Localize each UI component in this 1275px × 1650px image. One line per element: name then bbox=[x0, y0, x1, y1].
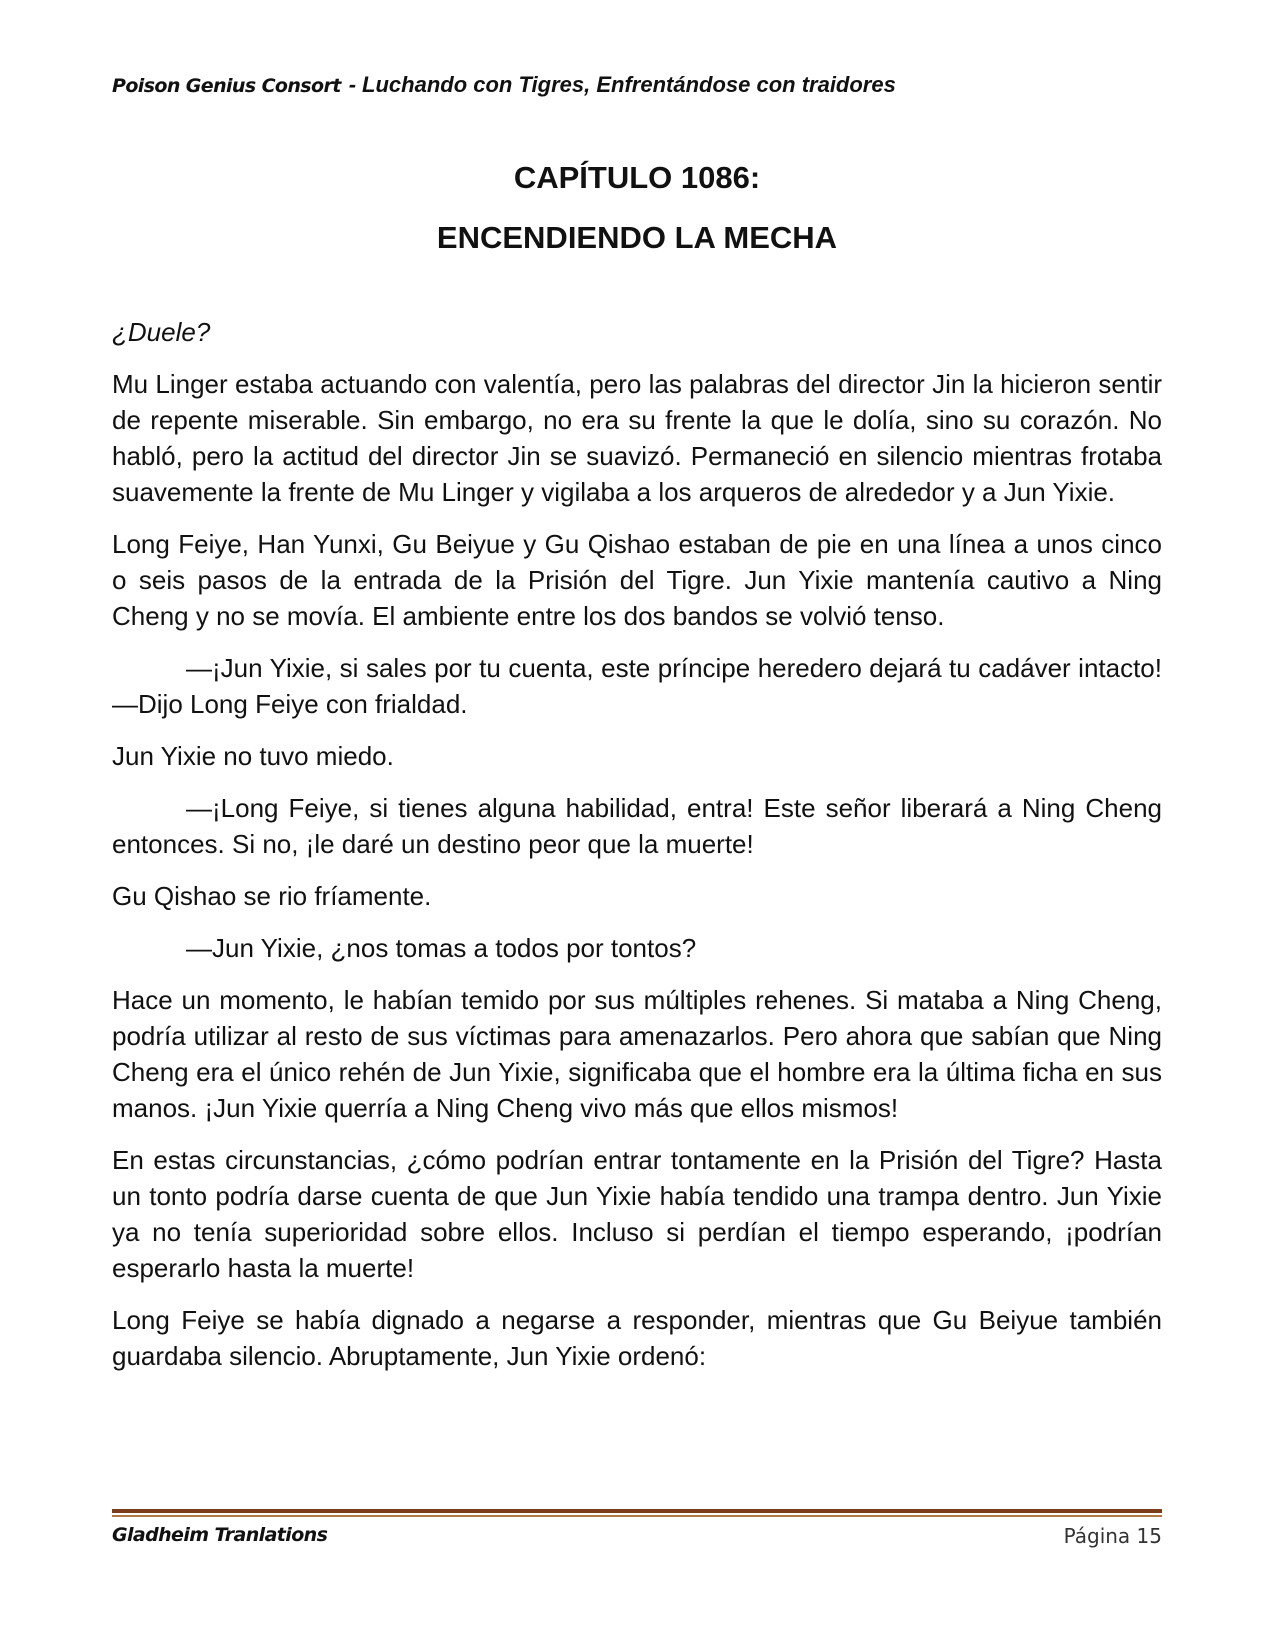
footer-divider bbox=[112, 1509, 1162, 1519]
paragraph: Jun Yixie no tuvo miedo. bbox=[112, 741, 394, 771]
document-page bbox=[112, 0, 1162, 1650]
running-header bbox=[112, 72, 896, 98]
dialogue-paragraph: —¡Jun Yixie, si sales por tu cuenta, este príncipe heredero dejará tu cadáver intacto! —Dijo Long Feiye con frialdad. bbox=[112, 653, 1162, 719]
chapter-heading bbox=[112, 148, 1162, 268]
paragraph: En estas circunstancias, ¿cómo podrían entrar tontamente en la Prisión del Tigre? Hasta un tonto podría darse cuenta de que Jun Yixie había tendido una trampa dentro. Jun Yixie ya no tenía superioridad sobre ellos. Incluso si perdían el tiempo esperando, ¡podrían esperarlo hasta la muerte! bbox=[112, 1145, 1162, 1283]
paragraph: Long Feiye, Han Yunxi, Gu Beiyue y Gu Qishao estaban de pie en una línea a unos cinco o seis pasos de la entrada de la Prisión del Tigre. Jun Yixie mantenía cautivo a Ning Cheng y no se movía. El ambiente entre los dos bandos se volvió tenso. bbox=[112, 529, 1162, 631]
header-separator: - bbox=[348, 72, 357, 97]
paragraph: Hace un momento, le habían temido por sus múltiples rehenes. Si mataba a Ning Cheng, podría utilizar al resto de sus víctimas para amenazarlos. Pero ahora que sabían que Ning Cheng era el único rehén de Jun Yixie, significaba que el hombre era la última ficha en sus manos. ¡Jun Yixie querría a Ning Cheng vivo más que ellos mismos! bbox=[112, 985, 1162, 1123]
paragraph: Mu Linger estaba actuando con valentía, pero las palabras del director Jin la hicieron sentir de repente miserable. Sin embargo, no era su frente la que le dolía, sino su corazón. No habló, pero la actitud del director Jin se suavizó. Permaneció en silencio mientras frotaba suavemente la frente de Mu Linger y vigilaba a los arqueros de alrededor y a Jun Yixie. bbox=[112, 369, 1162, 507]
paragraph: ¿Duele? bbox=[112, 317, 211, 347]
chapter-number: CAPÍTULO 1086: bbox=[513, 160, 761, 195]
header-subtitle: Luchando con Tigres, Enfrentándose con traidores bbox=[362, 72, 896, 97]
chapter-title: ENCENDIENDO LA MECHA bbox=[436, 220, 838, 255]
header-series-title: Poison Genius Consort bbox=[112, 75, 341, 97]
footer-divider-thick bbox=[112, 1509, 1162, 1513]
footer-divider-thin bbox=[112, 1515, 1162, 1517]
page-number: Página 15 bbox=[1063, 1524, 1162, 1548]
chapter-body bbox=[112, 314, 1162, 1390]
paragraph: Long Feiye se había dignado a negarse a responder, mientras que Gu Beiyue también guardaba silencio. Abruptamente, Jun Yixie ordenó: bbox=[112, 1305, 1162, 1371]
dialogue-paragraph: —Jun Yixie, ¿nos tomas a todos por tontos? bbox=[186, 933, 697, 963]
dialogue-paragraph: —¡Long Feiye, si tienes alguna habilidad, entra! Este señor liberará a Ning Cheng entonces. Si no, ¡le daré un destino peor que la muerte! bbox=[112, 793, 1162, 859]
footer-publisher: Gladheim Tranlations bbox=[112, 1524, 328, 1546]
paragraph: Gu Qishao se rio fríamente. bbox=[112, 881, 432, 911]
